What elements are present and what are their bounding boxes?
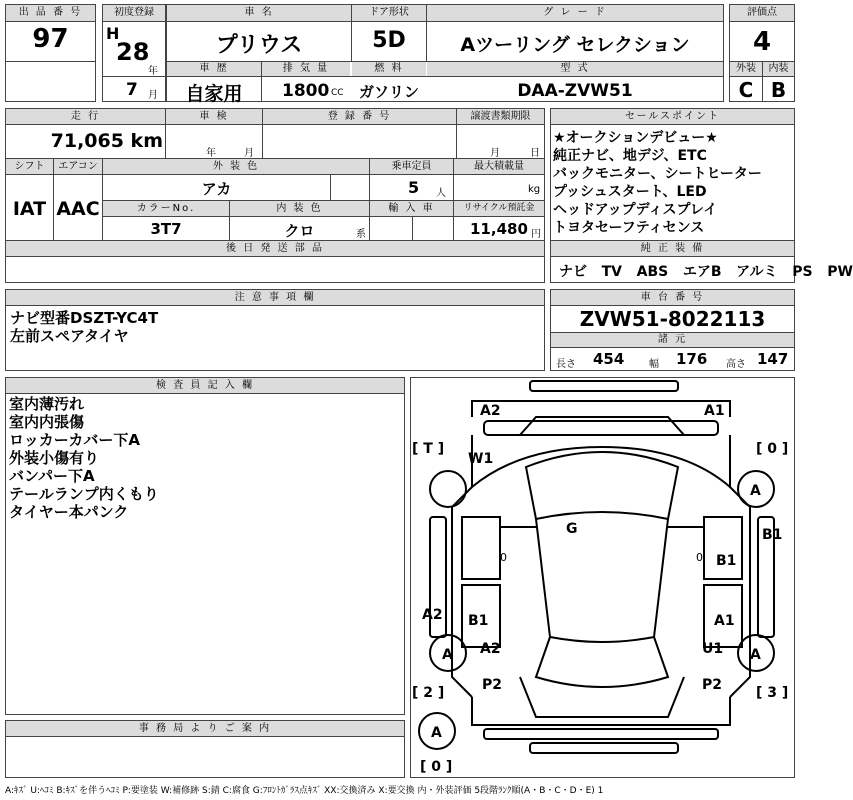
mark-zero-left: 0 — [500, 551, 507, 564]
mark-b1-low: B1 — [468, 613, 489, 629]
reg-month-unit: 月 — [148, 90, 158, 101]
reg-year: 28 — [116, 38, 150, 66]
mark-a1-top: A1 — [704, 403, 725, 419]
int-color-unit: 系 — [356, 229, 366, 240]
inspector-label: 検 査 員 記 入 欄 — [6, 378, 404, 393]
reg-month: 7 — [126, 80, 138, 100]
transfer-label: 譲渡書類期限 — [457, 109, 544, 124]
later-parts-label: 後 日 発 送 部 品 — [6, 241, 544, 256]
lot-number: 97 — [32, 24, 69, 54]
era: H — [106, 24, 120, 43]
ac: AAC — [56, 198, 100, 220]
inspector-text: 室内薄汚れ 室内内張傷 ロッカーカバー下A 外装小傷有り バンパー下A テールランプ内くもり タイヤー本パンク — [9, 395, 159, 521]
equip-navi: ナビ — [559, 264, 587, 280]
equip-tv: TV — [601, 264, 623, 280]
history-label: 車 歴 — [167, 62, 261, 76]
notes-text: ナビ型番DSZT-YC4T 左前スペアタイヤ — [10, 309, 159, 345]
mark-b1-mid: B1 — [716, 553, 737, 569]
mileage-label: 走 行 — [6, 109, 165, 124]
chassis-number: ZVW51-8022113 — [579, 307, 766, 331]
model: DAA-ZVW51 — [517, 81, 633, 101]
first-reg-label: 初度登録 — [103, 5, 165, 21]
inspection-month-unit: 月 — [244, 148, 254, 159]
interior-grade: B — [770, 78, 787, 102]
history: 自家用 — [185, 83, 243, 105]
max-load-label: 最大積載量 — [454, 159, 544, 174]
tire-rl-mark: A — [442, 647, 453, 663]
height-label: 高さ — [726, 359, 746, 370]
grade: Aツーリング セレクション — [460, 34, 690, 56]
score-label: 評価点 — [730, 5, 794, 21]
spec-label: 諸 元 — [551, 333, 794, 347]
mark-p2-right: P2 — [702, 677, 723, 693]
recycle-unit: 円 — [531, 229, 541, 240]
capacity-unit: 人 — [436, 188, 446, 199]
mileage: 71,065 km — [50, 130, 163, 152]
car-name: プリウス — [215, 33, 303, 58]
tire-fr-mark: A — [750, 483, 761, 499]
tire-rr-mark: A — [750, 647, 761, 663]
transfer-month-unit: 月 — [490, 148, 500, 159]
tread-fl: [ T ] — [412, 441, 445, 457]
tread-rl: [ 2 ] — [412, 685, 445, 701]
height: 147 — [757, 350, 789, 368]
int-color-label: 内 装 色 — [230, 201, 369, 216]
ext-color: アカ — [201, 180, 232, 198]
door-type: 5D — [372, 28, 406, 53]
exterior-grade: C — [738, 78, 754, 102]
length: 454 — [593, 350, 625, 368]
model-label: 型 式 — [427, 62, 723, 76]
inspection-year-unit: 年 — [206, 148, 216, 159]
reg-year-unit: 年 — [148, 66, 158, 77]
score: 4 — [752, 27, 772, 57]
interior-label: 内装 — [763, 62, 794, 76]
import-label: 輸 入 車 — [370, 201, 453, 216]
ac-label: エアコン — [54, 159, 102, 174]
equipment-label: 純 正 装 備 — [551, 241, 794, 256]
legend: A:ｷｽﾞ U:ﾍｺﾐ B:ｷｽﾞを伴うﾍｺﾐ P:要塗装 W:補修跡 S:錆 C:腐食 G:ﾌﾛﾝﾄｶﾞﾗｽ点ｷｽﾞ XX:交換済み X:要交換 内・外装評価 5段階ﾗﾝｸ順(A・B・C・D・E) 1 — [5, 786, 604, 796]
mark-zero-right: 0 — [696, 551, 703, 564]
equip-alloy: アルミ — [736, 264, 778, 280]
tread-spare: [ 0 ] — [420, 759, 453, 775]
ext-color-label: 外 装 色 — [103, 159, 369, 174]
fuel-label: 燃 料 — [352, 62, 426, 76]
length-label: 長さ — [556, 359, 576, 370]
displacement-label: 排 気 量 — [262, 62, 350, 76]
tread-fr: [ 0 ] — [756, 441, 789, 457]
int-color: クロ — [284, 222, 315, 240]
max-load-unit: kg — [528, 184, 541, 195]
reg-no-label: 登 録 番 号 — [263, 109, 456, 124]
capacity: 5 — [408, 178, 420, 197]
mark-g: G — [566, 521, 578, 537]
color-no: 3T7 — [150, 220, 182, 238]
width-label: 幅 — [649, 359, 659, 370]
cc-unit: CC — [331, 88, 344, 98]
mark-p2-left: P2 — [482, 677, 503, 693]
width: 176 — [676, 350, 708, 368]
displacement: 1800 — [282, 81, 330, 101]
mark-a1-low: A1 — [714, 613, 735, 629]
color-no-label: カラーNo. — [103, 201, 229, 216]
tread-rr: [ 3 ] — [756, 685, 789, 701]
mark-b1-right: B1 — [762, 527, 783, 543]
recycle-label: リサイクル預託金 — [454, 201, 544, 216]
notes-label: 注 意 事 項 欄 — [6, 290, 544, 305]
car-name-label: 車 名 — [167, 5, 351, 21]
fuel: ガソリン — [358, 83, 419, 101]
transfer-day-unit: 日 — [530, 148, 540, 159]
capacity-label: 乗車定員 — [370, 159, 453, 174]
grade-label: グ レ ー ド — [427, 5, 723, 21]
lot-label: 出 品 番 号 — [6, 5, 95, 21]
recycle-fee: 11,480 — [470, 220, 528, 238]
equip-airbag: エアB — [682, 264, 722, 280]
exterior-label: 外装 — [730, 62, 762, 76]
chassis-label: 車 台 番 号 — [551, 290, 794, 305]
mark-a2-left: A2 — [422, 607, 443, 623]
shift-label: シフト — [6, 159, 53, 174]
mark-a2-top: A2 — [480, 403, 501, 419]
car-diagram — [410, 377, 795, 778]
sales-points-text: ★オークションデビュー★ 純正ナビ、地デジ、ETC バックモニター、シートヒーター プッシュスタート、LED ヘッドアップディスプレイ トヨタセーフティセンス — [553, 130, 762, 236]
mark-u1: U1 — [702, 641, 724, 657]
sales-points-label: セールスポイント — [551, 109, 794, 124]
equip-ps: PS — [792, 264, 813, 280]
tire-spare-mark: A — [431, 725, 442, 741]
office-label: 事 務 局 よ り ご 案 内 — [6, 721, 404, 736]
equip-pw: PW — [827, 264, 853, 280]
door-label: ドア形状 — [352, 5, 426, 21]
equipment-list — [559, 261, 853, 281]
inspection-label: 車 検 — [166, 109, 262, 124]
shift: IAT — [12, 198, 47, 220]
mark-a2-rear: A2 — [480, 641, 501, 657]
mark-w1: W1 — [468, 451, 494, 467]
equip-abs: ABS — [636, 264, 669, 280]
